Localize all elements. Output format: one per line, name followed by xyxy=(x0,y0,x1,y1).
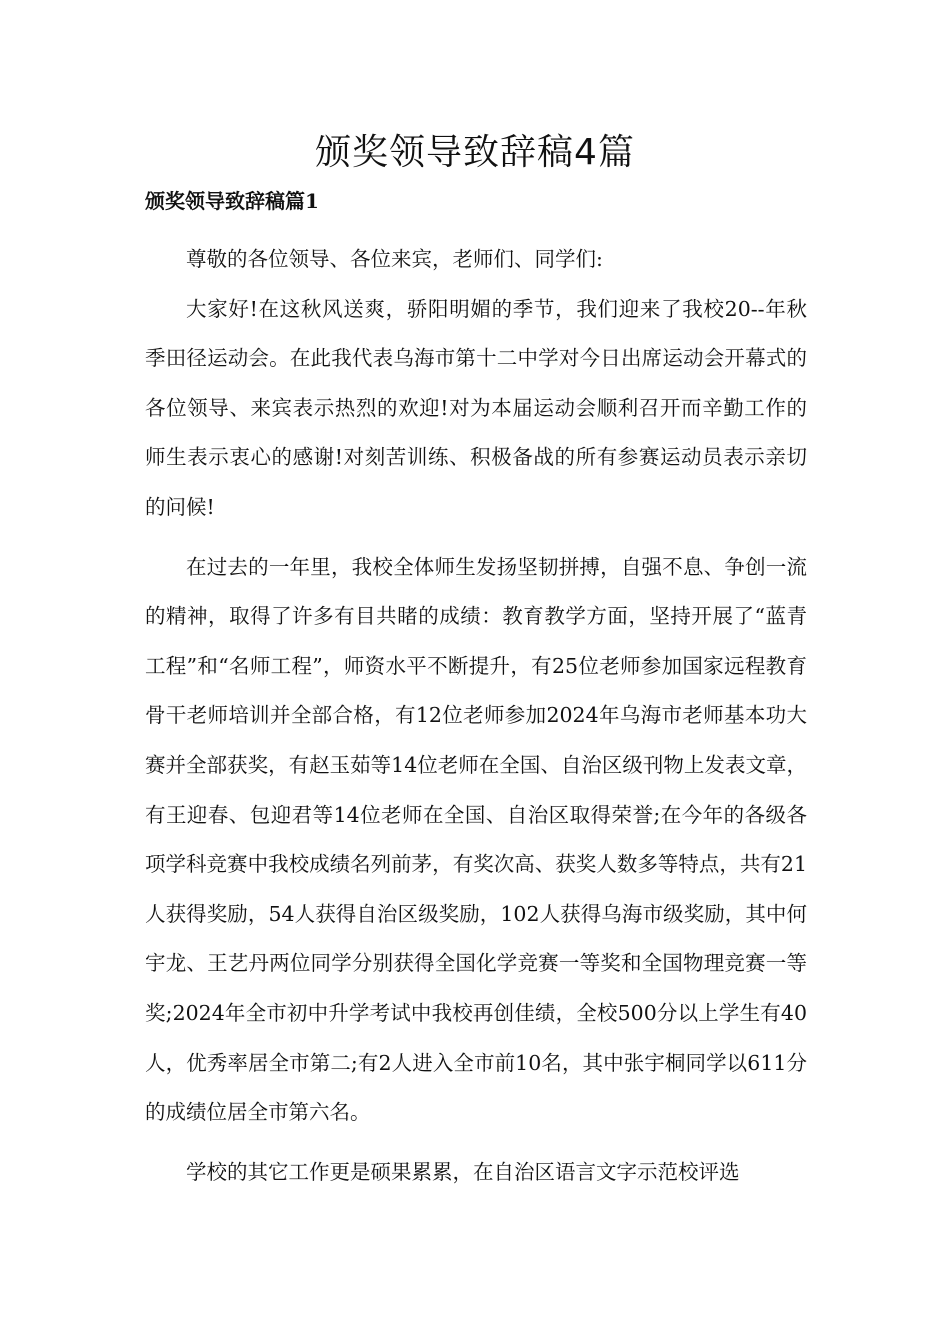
document-title: 颁奖领导致辞稿4篇 xyxy=(315,132,635,173)
paragraph-achievements: 在过去的一年里，我校全体师生发扬坚韧拼搏，自强不息、争创一流的精神，取得了许多有目共睹的成绩：教育教学方面，坚持开展了“蓝青工程”和“名师工程”，师资水平不断提升，有25位老师参加国家远程教育骨干老师培训并全部合格，有12位老师参加2024年乌海市老师基本功大赛并全部获奖，有赵玉茹等14位老师在全国、自治区级刊物上发表文章，有王迎春、包迎君等14位老师在全国、自治区取得荣誉;在今年的各级各项学科竞赛中我校成绩名列前茅，有奖次高、获奖人数多等特点，共有21人获得奖励，54人获得自治区级奖励，102人获得乌海市级奖励，其中何宇龙、王艺丹两位同学分别获得全国化学竞赛一等奖和全国物理竞赛一等奖;2024年全市初中升学考试中我校再创佳绩，全校500分以上学生有40人，优秀率居全市第二;有2人进入全市前10名，其中张宇桐同学以611分的成绩位居全市第六名。 xyxy=(145,554,807,1125)
section-heading: 颁奖领导致辞稿篇1 xyxy=(145,189,319,213)
paragraph-welcome: 大家好!在这秋风送爽，骄阳明媚的季节，我们迎来了我校20--年秋季田径运动会。在此我代表乌海市第十二中学对今日出席运动会开幕式的各位领导、来宾表示热烈的欢迎!对为本届运动会顺利召开而辛勤工作的师生表示衷心的感谢!对刻苦训练、积极备战的所有参赛运动员表示亲切的问候! xyxy=(145,296,807,519)
document-body xyxy=(145,235,807,1197)
paragraph-other-work: 学校的其它工作更是硕果累累，在自治区语言文字示范校评选 xyxy=(186,1159,740,1184)
paragraph-greeting: 尊敬的各位领导、各位来宾，老师们、同学们: xyxy=(186,247,603,271)
